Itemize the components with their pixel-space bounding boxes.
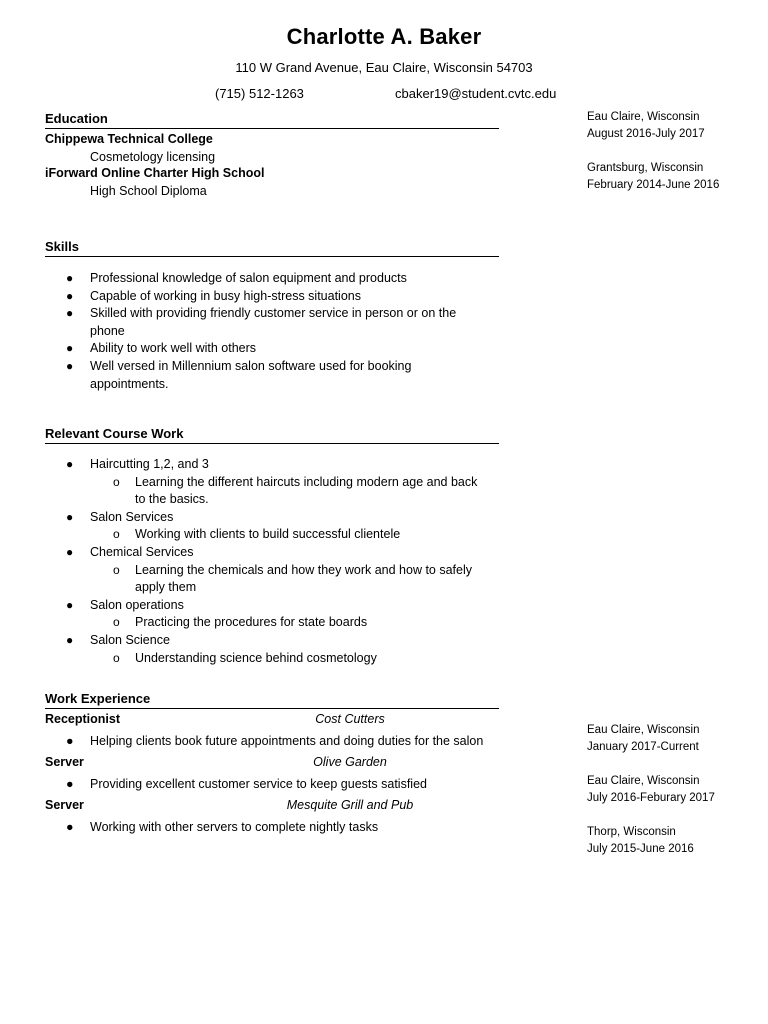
job-company: Olive Garden <box>313 755 387 769</box>
job-location-dates <box>587 722 699 756</box>
circle-bullet-icon: o <box>113 562 120 577</box>
education-detail: Cosmetology licensing <box>90 150 216 164</box>
bullet-icon: ● <box>66 509 74 524</box>
education-dates: August 2016-July 2017 <box>587 128 705 140</box>
job-dates: July 2016-Feburary 2017 <box>587 792 715 804</box>
list-item: ● Ability to work well with others <box>45 340 505 358</box>
sub-list-item: o Working with clients to build successful clientele <box>45 526 505 544</box>
bullet-icon: ● <box>66 734 74 748</box>
coursework-list <box>45 456 505 667</box>
job-location-dates <box>587 773 715 807</box>
job-location: Eau Claire, Wisconsin <box>587 775 700 787</box>
list-item: ● Helping clients book future appointments and doing duties for the salon <box>66 734 484 748</box>
bullet-icon: ● <box>66 597 74 612</box>
job-title: Server <box>45 798 84 812</box>
job-title: Receptionist <box>45 712 121 726</box>
list-item: ● Skilled with providing friendly customer service in person or on the phone <box>66 306 457 338</box>
circle-bullet-icon: o <box>113 527 120 542</box>
job-location: Eau Claire, Wisconsin <box>587 724 700 736</box>
circle-bullet-icon: o <box>113 615 120 630</box>
list-item: ● Chemical Services <box>45 544 505 562</box>
bullet-icon: ● <box>66 632 74 647</box>
education-school: Chippewa Technical College <box>45 132 213 146</box>
list-item: ● Providing excellent customer service to keep guests satisfied <box>66 777 427 791</box>
bullet-icon: ● <box>66 306 74 321</box>
sub-list-item: o Understanding science behind cosmetology <box>45 650 505 668</box>
sub-list-item: o Learning the different haircuts including modern age and back to the basics. <box>113 474 478 507</box>
list-item: ● Professional knowledge of salon equipment and products <box>45 270 505 288</box>
circle-bullet-icon: o <box>113 474 120 489</box>
coursework-heading: Relevant Course Work <box>45 426 499 444</box>
job-location: Thorp, Wisconsin <box>587 826 676 838</box>
bullet-icon: ● <box>66 820 74 834</box>
education-heading: Education <box>45 111 499 129</box>
circle-bullet-icon: o <box>113 650 120 665</box>
job-dates: July 2015-June 2016 <box>587 843 694 855</box>
education-location-dates <box>587 109 705 143</box>
job-title: Server <box>45 755 84 769</box>
bullet-icon: ● <box>66 288 74 303</box>
sub-list-item: o Practicing the procedures for state boards <box>45 614 505 632</box>
bullet-icon: ● <box>66 341 74 356</box>
job-dates: January 2017-Current <box>587 741 699 753</box>
bullet-icon: ● <box>66 544 74 559</box>
skills-list <box>45 270 505 393</box>
education-dates: February 2014-June 2016 <box>587 179 720 191</box>
education-detail: High School Diploma <box>90 184 207 198</box>
list-item: ● Well versed in Millennium salon software used for booking appointments. <box>66 358 412 391</box>
list-item: ● Haircutting 1,2, and 3 <box>45 456 505 474</box>
bullet-icon: ● <box>66 271 74 285</box>
list-item: ● Salon operations <box>45 597 505 615</box>
job-location-dates <box>587 824 694 858</box>
education-school: iForward Online Charter High School <box>45 166 265 180</box>
education-location: Grantsburg, Wisconsin <box>587 162 704 174</box>
resume-name: Charlotte A. Baker <box>286 24 482 49</box>
bullet-icon: ● <box>66 457 74 471</box>
job-company: Mesquite Grill and Pub <box>286 798 414 812</box>
list-item: ● Salon Services <box>45 509 505 527</box>
education-location: Eau Claire, Wisconsin <box>587 111 700 123</box>
skills-heading: Skills <box>45 239 499 257</box>
bullet-icon: ● <box>66 777 74 791</box>
email-address: cbaker19@student.cvtc.edu <box>395 86 557 101</box>
job-company: Cost Cutters <box>315 712 385 726</box>
education-location-dates <box>587 160 719 194</box>
list-item: ● Working with other servers to complete nightly tasks <box>66 820 379 834</box>
phone-number: (715) 512-1263 <box>215 86 304 101</box>
list-item: ● Capable of working in busy high-stress situations <box>45 288 505 306</box>
sub-list-item: o Learning the chemicals and how they work and how to safely apply them <box>113 562 472 595</box>
list-item: ● Salon Science <box>45 632 505 650</box>
work-heading: Work Experience <box>45 691 499 709</box>
address: 110 W Grand Avenue, Eau Claire, Wisconsin 54703 <box>235 60 533 75</box>
bullet-icon: ● <box>66 358 74 373</box>
